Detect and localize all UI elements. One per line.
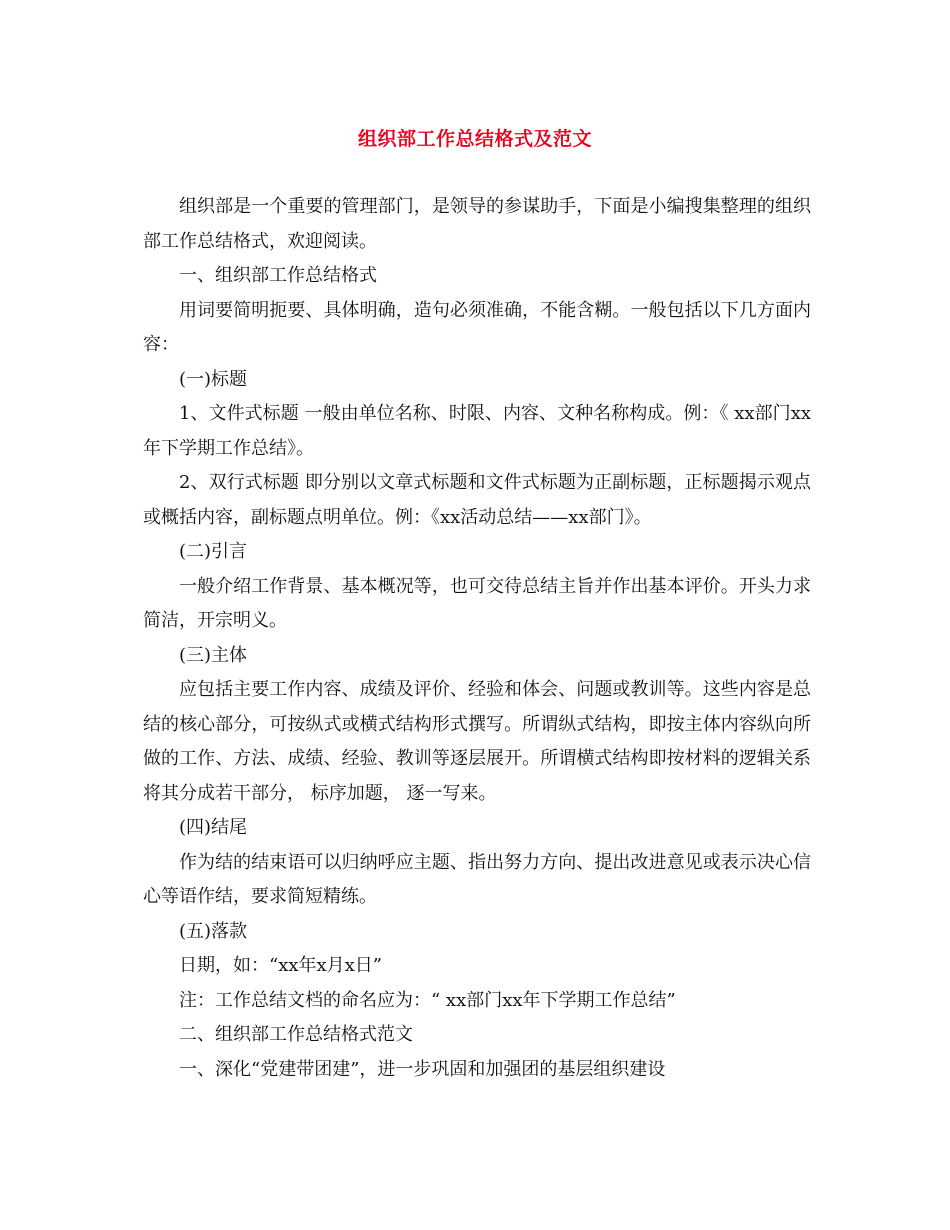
section-heading-format: 一、组织部工作总结格式 xyxy=(179,265,377,286)
paragraph-double-title: 2、双行式标题 即分别以文章式标题和文件式标题为正副标题，正标题揭示观点或概括内容，副标题点明单位。例：《xx活动总结——xx部门》。 xyxy=(143,472,811,528)
paragraph-ending: 作为结的结束语可以归纳呼应主题、指出努力方向、提出改进意见或表示决心信心等语作结，要求简短精练。 xyxy=(143,851,811,907)
document-body xyxy=(143,190,811,1087)
paragraph-intro: 组织部是一个重要的管理部门，是领导的参谋助手，下面是小编搜集整理的组织部工作总结格式，欢迎阅读。 xyxy=(143,196,811,252)
subheading-intro: (二)引言 xyxy=(179,541,248,562)
section-heading-example: 二、组织部工作总结格式范文 xyxy=(179,1024,413,1045)
paragraph-main-body: 应包括主要工作内容、成绩及评价、经验和体会、问题或教训等。这些内容是总结的核心部分，可按纵式或横式结构形式撰写。所谓纵式结构，即按主体内容纵向所做的工作、方法、成绩、经验、教训等逐层展开。所谓横式结构即按材料的逻辑关系将其分成若干部分， 标序加题， 逐一写来。 xyxy=(143,679,811,804)
paragraph-wording: 用词要简明扼要、具体明确，造句必须准确，不能含糊。一般包括以下几方面内容： xyxy=(143,299,811,355)
paragraph-example-first: 一、深化“党建带团建”，进一步巩固和加强团的基层组织建设 xyxy=(179,1058,666,1080)
paragraph-intro-desc: 一般介绍工作背景、基本概况等，也可交待总结主旨并作出基本评价。开头力求简洁，开宗明义。 xyxy=(143,575,811,631)
paragraph-note: 注：工作总结文档的命名应为：“ xx部门xx年下学期工作总结” xyxy=(179,989,676,1011)
paragraph-date: 日期，如：“xx年x月x日” xyxy=(179,955,383,976)
subheading-ending: (四)结尾 xyxy=(179,817,248,838)
document-title: 组织部工作总结格式及范文 xyxy=(357,128,592,150)
subheading-signature: (五)落款 xyxy=(179,920,248,942)
paragraph-file-title: 1、文件式标题 一般由单位名称、时限、内容、文种名称构成。例：《 xx部门xx年下学期工作总结》。 xyxy=(143,403,811,459)
subheading-main-body: (三)主体 xyxy=(179,644,248,666)
subheading-title: (一)标题 xyxy=(179,368,248,390)
